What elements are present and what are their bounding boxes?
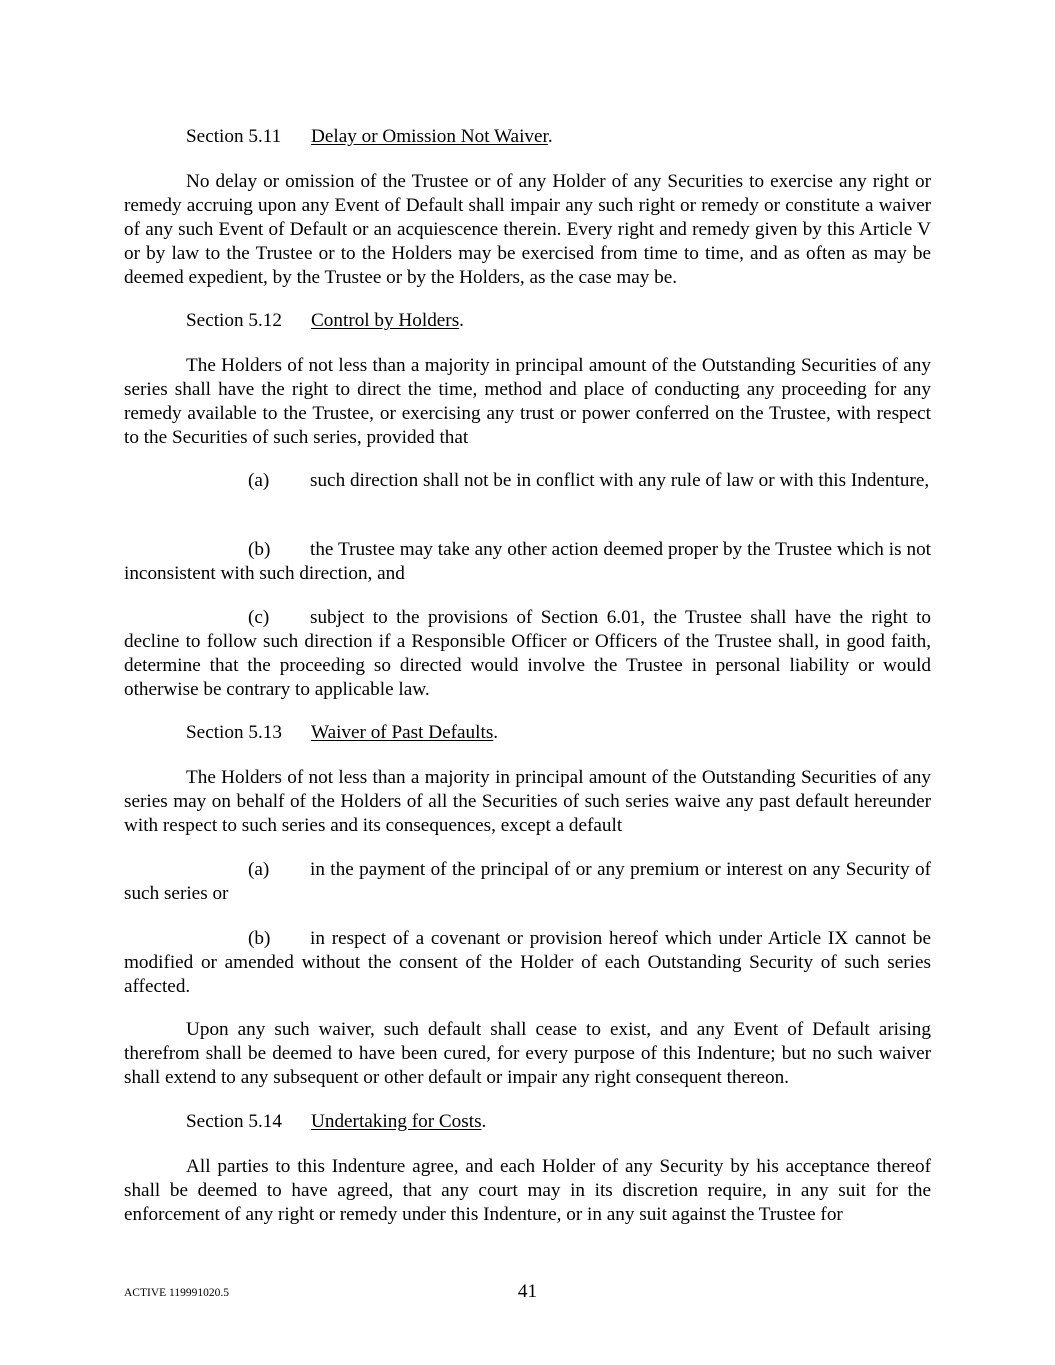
section-5-13-heading: Section 5.13 Waiver of Past Defaults. <box>186 722 499 743</box>
clause-text: subject to the provisions of Section 6.01, the Trustee shall have the right to decline to follow such direction if a Responsible Officer or Officers of the Trustee shall, in good faith, determine that the proceeding so directed would involve the Trustee in personal liability or would otherwise be contrary to applicable law. <box>124 607 931 700</box>
section-5-11-heading: Section 5.11 Delay or Omission Not Waiver. <box>186 126 553 147</box>
section-title: Control by Holders <box>311 310 460 331</box>
clause-text: such direction shall not be in conflict with any rule of law or with this Indenture, <box>310 470 930 491</box>
section-5-13-closing-paragraph: Upon any such waiver, such default shall cease to exist, and any Event of Default arising therefrom shall be deemed to have been cured, for every purpose of this Indenture; but no such waiver shall extend to any subsequent or other default or impair any right consequent thereon. <box>124 1019 931 1088</box>
section-5-12-clause-b <box>124 538 931 586</box>
section-5-14-paragraph: All parties to this Indenture agree, and each Holder of any Security by his acceptance thereof shall be deemed to have agreed, that any court may in its discretion require, in any suit for the enforcement of any right or remedy under this Indenture, or in any suit against the Trustee for <box>124 1156 931 1225</box>
section-5-12-heading: Section 5.12 Control by Holders. <box>186 310 464 331</box>
clause-text: in the payment of the principal of or any premium or interest on any Security of such series or <box>124 859 931 904</box>
document-page <box>124 0 931 1365</box>
section-5-13-clause-b <box>124 927 931 999</box>
section-number: Section 5.11 <box>186 126 282 147</box>
clause-label: (a) <box>248 859 270 880</box>
section-5-12-paragraph: The Holders of not less than a majority in principal amount of the Outstanding Securities of any series shall have the right to direct the time, method and place of conducting any proceeding for any remedy available to the Trustee, or exercising any trust or power conferred on the Trustee, with respect to the Securities of such series, provided that <box>124 355 931 448</box>
section-5-12-clause-a <box>124 469 931 493</box>
section-5-12-clause-c <box>124 606 931 702</box>
section-title: Delay or Omission Not Waiver <box>311 126 548 147</box>
section-title: Waiver of Past Defaults <box>311 722 494 743</box>
clause-label: (c) <box>248 607 270 628</box>
clause-label: (b) <box>248 539 271 560</box>
clause-text: in respect of a covenant or provision hereof which under Article IX cannot be modified or amended without the consent of the Holder of each Outstanding Security of such series affected. <box>124 928 931 997</box>
section-number: Section 5.14 <box>186 1111 282 1132</box>
document-id: ACTIVE 119991020.5 <box>124 1287 229 1299</box>
page-number: 41 <box>517 1281 538 1302</box>
clause-label: (b) <box>248 928 271 949</box>
section-5-13-paragraph: The Holders of not less than a majority in principal amount of the Outstanding Securities of any series may on behalf of the Holders of all the Securities of such series waive any past default hereunder with respect to such series and its consequences, except a default <box>124 767 931 836</box>
section-title: Undertaking for Costs <box>311 1111 482 1132</box>
section-5-14-heading: Section 5.14 Undertaking for Costs. <box>186 1111 487 1132</box>
section-number: Section 5.12 <box>186 310 282 331</box>
clause-label: (a) <box>248 470 270 491</box>
section-5-13-clause-a <box>124 858 931 906</box>
section-5-11-paragraph: No delay or omission of the Trustee or of any Holder of any Securities to exercise any right or remedy accruing upon any Event of Default shall impair any such right or remedy or constitute a waiver of any such Event of Default or an acquiescence therein. Every right and remedy given by this Article V or by law to the Trustee or to the Holders may be exercised from time to time, and as often as may be deemed expedient, by the Trustee or by the Holders, as the case may be. <box>124 171 931 288</box>
clause-text: the Trustee may take any other action deemed proper by the Trustee which is not inconsistent with such direction, and <box>124 539 931 584</box>
section-number: Section 5.13 <box>186 722 282 743</box>
